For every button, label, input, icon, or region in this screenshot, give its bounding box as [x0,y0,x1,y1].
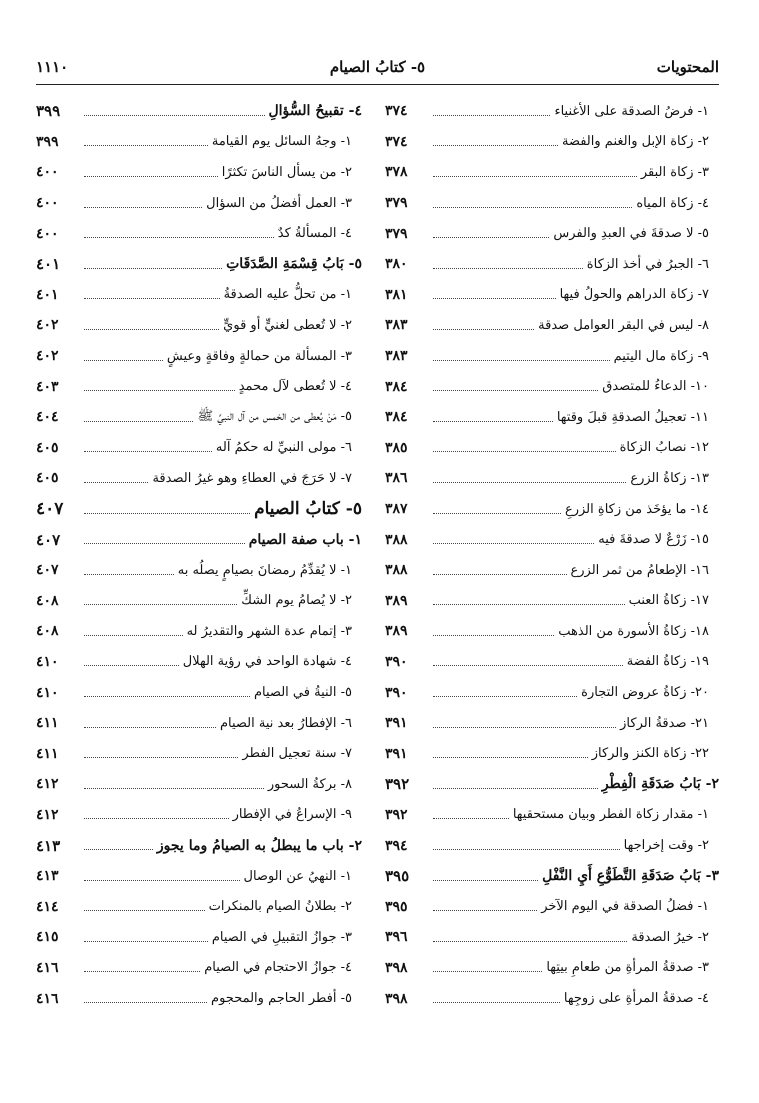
toc-entry-page: ٣٨٩ [385,592,408,609]
toc-entry-page: ٣٩٩ [36,133,59,150]
dot-leader [84,176,218,177]
toc-column-left [36,96,362,1014]
toc-entry [385,738,719,769]
dot-leader [84,207,202,208]
toc-entry-label: ١٩- زكاةُ الفضة [626,654,709,670]
dot-leader [433,543,594,544]
toc-section-heading [385,861,719,892]
page-header [36,58,719,85]
dot-leader [84,604,237,605]
toc-entry-page: ٣٩٨ [385,990,408,1007]
toc-entry [36,371,362,402]
toc-entry [385,830,719,861]
header-chapter-title: ٥- كتابُ الصيام [329,58,426,76]
toc-entry [385,800,719,831]
dot-leader [433,298,556,299]
toc-entry-label: ٣- بَابُ صَدَقَةِ التَّطَوُّعِ أَيِ النَّفْلِ [542,868,719,885]
toc-entry-label: ٤- صدقةُ المرأةِ على زوجِها [563,991,709,1007]
toc-entry-page: ٣٨٠ [385,256,408,273]
toc-entry-page: ٤٠٣ [36,378,59,395]
toc-entry-label: ٢- من يسأل الناسَ تكثرًا [221,164,352,180]
dot-leader [433,880,538,881]
toc-entry-page: ٣٧٤ [385,103,408,120]
toc-chapter-heading [36,494,362,525]
toc-entry [36,769,362,800]
toc-entry-label: ٨- بركةُ السحور [267,776,352,792]
dot-leader [433,757,588,758]
toc-entry [36,647,362,678]
toc-entry-label: ٢- بطلانُ الصيام بالمنكرات [208,899,352,915]
toc-entry-page: ٣٩٠ [385,684,408,701]
toc-entry-label: ٢٢- زكاة الكنز والركاز [591,746,709,762]
toc-entry [385,524,719,555]
toc-entry-page: ٤٠٧ [36,530,61,549]
toc-entry [385,922,719,953]
toc-entry [385,647,719,678]
toc-entry [36,586,362,617]
toc-entry-page: ٣٨٣ [385,348,408,365]
toc-entry-page: ٣٨٧ [385,501,408,518]
dot-leader [433,818,509,819]
toc-entry-label: ٤- لا تُعطى لآل محمدٍ [238,379,352,395]
toc-entry [385,891,719,922]
toc-entry-label: ٢- وقت إخراجها [623,838,709,854]
toc-entry-label: ١- فرضُ الصدقة على الأغنياء [554,103,709,119]
toc-entry-page: ٤١٢ [36,806,59,823]
toc-entry-label: ١٧- زكاةُ العنب [628,593,709,609]
dot-leader [433,360,610,361]
toc-entry-page: ٤٠٠ [36,225,59,242]
toc-entry-page: ٣٩٨ [385,959,408,976]
toc-entry-label: ١- النهيُ عن الوصال [243,868,352,884]
dot-leader [433,1002,560,1003]
dot-leader [84,115,265,116]
toc-entry-page: ٤١٣ [36,836,61,855]
toc-entry [385,616,719,647]
dot-leader [84,971,200,972]
dot-leader [84,941,208,942]
toc-entry-label: ١٦- الإطعامُ من ثمر الزرع [570,562,709,578]
toc-entry [385,494,719,525]
toc-entry-label: ١٣- زكاةُ الزرع [630,470,709,486]
toc-entry-page: ٤٠٢ [36,348,59,365]
toc-entry-page: ٣٩٢ [385,775,410,794]
toc-entry-page: ٣٩١ [385,745,408,762]
toc-entry-label: ٢- لا يُصامُ يوم الشكِّ [241,593,352,609]
dot-leader [84,665,179,666]
toc-entry [385,555,719,586]
toc-entry-page: ٤٠٧ [36,499,64,520]
toc-entry [36,616,362,647]
toc-section-heading [385,769,719,800]
toc-entry-label: ٧- سنة تعجيل الفطر [242,746,352,762]
toc-entry-page: ٣٨٥ [385,439,408,456]
toc-entry-page: ٣٨٨ [385,562,408,579]
dot-leader [84,880,240,881]
dot-leader [84,757,238,758]
dot-leader [433,421,553,422]
toc-entry [36,953,362,984]
dot-leader [84,1002,207,1003]
toc-entry [385,433,719,464]
toc-entry-label: ٤- المسألةُ كدٌ [277,226,352,242]
dot-leader [433,176,637,177]
toc-entry-page: ٤١٢ [36,776,59,793]
toc-entry-page: ٤٠٤ [36,409,59,426]
dot-leader [433,329,534,330]
dot-leader [84,482,148,483]
dot-leader [84,390,235,391]
toc-entry [385,157,719,188]
toc-entry-page: ٤٠١ [36,255,61,274]
toc-entry-page: ٤١١ [36,745,59,762]
header-page-number: ١١١٠ [36,58,69,76]
header-section-title: المحتويات [656,58,719,76]
toc-entry [36,127,362,158]
toc-entry-page: ٤٠٥ [36,470,59,487]
toc-entry [36,157,362,188]
toc-entry [36,800,362,831]
dot-leader [433,574,567,575]
dot-leader [433,727,616,728]
toc-entry [385,708,719,739]
toc-entry-label: ١- لا يُقدِّمُ رمضانَ بصيامٍ يصلُه به [177,562,352,578]
toc-entry-page: ٤١٣ [36,868,59,885]
toc-entry-label: ٤- زكاة المياه [636,195,709,211]
toc-entry [385,127,719,158]
toc-entry [36,433,362,464]
dot-leader [84,421,193,422]
toc-entry-label: ٢- زكاة الإبل والغنم والفضة [561,134,709,150]
toc-entry-page: ٤١٦ [36,990,59,1007]
toc-entry-label: ١- مقدار زكاة الفطر وبيان مستحقيها [512,807,709,823]
toc-entry-page: ٤١٦ [36,959,59,976]
toc-entry-page: ٤٠٧ [36,562,59,579]
toc-section-heading [36,524,362,555]
toc-entry [385,310,719,341]
toc-entry-label: ٤- جوازُ الاحتجام في الصيام [204,960,352,976]
toc-entry-label: ٣- زكاة البقر [640,164,709,180]
toc-section-heading [36,96,362,127]
dot-leader [84,849,153,850]
toc-entry-page: ٣٨٤ [385,409,408,426]
toc-entry-label: ٧- زكاة الدراهم والحولُ فيها [559,287,709,303]
toc-entry-label: ٢٠- زكاةُ عروض التجارة [581,685,709,701]
toc-entry-page: ٣٩٥ [385,898,408,915]
toc-entry-page: ٣٨١ [385,286,408,303]
toc-entry-page: ٤١٥ [36,929,59,946]
dot-leader [84,145,208,146]
toc-entry-label: ٥- لا صدقةَ في العبدِ والفرس [553,226,709,242]
dot-leader [433,482,626,483]
dot-leader [433,849,620,850]
toc-entry-label: ٣- العمل أفضلُ من السؤال [206,195,352,211]
toc-entry-page: ٤٠٠ [36,195,59,212]
dot-leader [84,910,205,911]
toc-entry [385,280,719,311]
toc-entry-label: ١٨- زكاةُ الأسورة من الذهب [558,623,709,639]
toc-entry-page: ٤١٠ [36,684,59,701]
toc-entry-label: ٥- كتابُ الصيام [254,499,362,520]
dot-leader [84,543,245,544]
dot-leader [433,513,561,514]
dot-leader [84,237,274,238]
toc-entry [36,677,362,708]
dot-leader [84,329,219,330]
toc-entry [36,922,362,953]
dot-leader [433,268,583,269]
toc-entry-label: ١١- تعجيلُ الصدقةِ قبلَ وقتها [556,409,709,425]
toc-entry-page: ٣٧٤ [385,133,408,150]
toc-entry-page: ٤٠٨ [36,623,59,640]
toc-entry-label: ٦- الإفطارُ بعد نية الصيام [219,715,352,731]
dot-leader [433,451,616,452]
toc-entry-page: ٤٠٢ [36,317,59,334]
toc-entry-label: ٦- الجبرُ في أخذ الزكاة [586,256,709,272]
toc-entry-page: ٤١٠ [36,653,59,670]
toc-entry [36,555,362,586]
dot-leader [433,390,598,391]
toc-entry [36,280,362,311]
toc-entry [385,371,719,402]
toc-entry-page: ٣٨٨ [385,531,408,548]
toc-entry [385,96,719,127]
dot-leader [433,635,554,636]
toc-entry-label: ١٢- نصابُ الزكاة [619,440,709,456]
dot-leader [84,727,216,728]
dot-leader [84,298,220,299]
toc-entry-page: ٤٠١ [36,286,59,303]
toc-entry-label: ٣- جوازُ التقبيلِ في الصيام [211,929,352,945]
toc-entry-label: ٦- مولى النبيِّ له حكمُ آله [215,440,352,456]
toc-entry-label: ٨- ليس في البقر العوامل صدقة [538,317,709,333]
toc-entry [385,677,719,708]
dot-leader [433,145,558,146]
toc-entry-page: ٤١١ [36,715,59,732]
dot-leader [84,696,250,697]
dot-leader [433,665,623,666]
toc-section-heading [36,830,362,861]
toc-entry [36,861,362,892]
dot-leader [433,788,598,789]
dot-leader [84,818,229,819]
toc-entry-label: ٥- بَابُ قِسْمَةِ الصَّدَقَاتِ [226,256,362,273]
toc-entry [385,341,719,372]
dot-leader [84,635,183,636]
toc-entry-label: ٥- أفطر الحاجم والمحجوم [211,991,352,1007]
dot-leader [433,604,625,605]
toc-entry-label: ٤- تقبيحُ السُّؤالِ [268,103,362,120]
toc-entry-page: ٤٠٠ [36,164,59,181]
dot-leader [84,360,163,361]
toc-entry-page: ٣٩٦ [385,929,408,946]
dot-leader [433,971,542,972]
toc-entry-page: ٣٩٢ [385,806,408,823]
toc-entry-label: ١- فضلُ الصدقة في اليوم الآخر [541,899,709,915]
toc-entry-label: ٤- شهادة الواحد في رؤية الهلال [182,654,352,670]
toc-entry-label: ١- وجهُ السائل يوم القيامة [211,134,352,150]
toc-entry-label: ٢- بَابُ صَدَقَةِ الْفِطْرِ [601,776,719,793]
toc-entry [385,953,719,984]
toc-entry [36,218,362,249]
dot-leader [84,268,222,269]
toc-entry [36,341,362,372]
toc-entry-page: ٣٩٥ [385,867,410,886]
toc-entry-page: ٣٩٤ [385,837,408,854]
toc-entry-label: ٣- صدقةُ المرأةِ من طعامِ بيتِها [546,960,709,976]
toc-entry-page: ٣٨٩ [385,623,408,640]
toc-entry [385,402,719,433]
toc-entry-label: ٣- المسألة من حمالةٍ وفاقةٍ وعيشٍ [166,348,352,364]
toc-entry [36,463,362,494]
toc-entry-page: ٤٠٥ [36,439,59,456]
toc-entry-page: ٤٠٨ [36,592,59,609]
toc-entry [385,218,719,249]
toc-entry [385,188,719,219]
toc-entry [385,983,719,1014]
dot-leader [433,696,577,697]
toc-entry-page: ٣٧٩ [385,195,408,212]
toc-entry [36,891,362,922]
toc-entry [36,402,362,433]
dot-leader [433,237,549,238]
toc-entry [36,738,362,769]
toc-entry-label: ٢- لا تُعطى لغنيٍّ أو قويٍّ [223,317,352,333]
toc-entry-label: ١٤- ما يؤخَذ من زكاةِ الزرعِ [564,501,709,517]
toc-entry-label: ٣- إتمام عدة الشهر والتقديرُ له [186,623,352,639]
toc-entry-label: ١- باب صفة الصيام [248,531,362,548]
toc-entry [36,983,362,1014]
dot-leader [433,115,550,116]
toc-entry [385,463,719,494]
dot-leader [433,941,627,942]
toc-entry-page: ٣٩١ [385,715,408,732]
toc-entry-label: ١٠- الدعاءُ للمتصدق [602,379,709,395]
dot-leader [84,513,250,514]
toc-entry-label: ٢١- صدقةُ الركاز [620,715,709,731]
toc-entry-label: ٢- باب ما يبطلُ به الصيامُ وما يجوز [156,837,362,854]
toc-entry-label: ٥- النيةُ في الصيام [254,685,352,701]
toc-entry [36,188,362,219]
toc-entry-page: ٣٧٩ [385,225,408,242]
toc-entry-page: ٣٨٦ [385,470,408,487]
toc-entry-label: ١- من تحلُّ عليه الصدقةُ [223,287,352,303]
dot-leader [84,574,174,575]
toc-entry-page: ٣٨٣ [385,317,408,334]
toc-entry [385,586,719,617]
toc-section-heading [36,249,362,280]
toc-entry-label: ٥- مَنْ يُعطى من الخمس من آل النبيِّ ﷺ [197,408,352,424]
dot-leader [84,788,264,789]
toc-entry-page: ٤١٤ [36,898,59,915]
dot-leader [84,451,212,452]
toc-entry-page: ٣٧٨ [385,164,408,181]
toc-entry [385,249,719,280]
dot-leader [433,207,632,208]
toc-entry-label: ٧- لا حَرَجَ في العطاءِ وهو غيرُ الصدقة [152,470,352,486]
toc-entry [36,310,362,341]
toc-entry [36,708,362,739]
toc-entry-label: ٩- زكاة مال اليتيم [613,348,709,364]
toc-entry-label: ١٥- زَرْعٌ لا صدقةَ فيه [598,532,709,548]
toc-entry-label: ٩- الإسراعُ في الإفطار [232,807,352,823]
toc-entry-page: ٣٩٩ [36,102,61,121]
toc-entry-label: ٢- خيرُ الصدقة [631,929,709,945]
dot-leader [433,910,537,911]
toc-entry-page: ٣٩٠ [385,653,408,670]
toc-column-right [385,96,719,1014]
toc-entry-page: ٣٨٤ [385,378,408,395]
